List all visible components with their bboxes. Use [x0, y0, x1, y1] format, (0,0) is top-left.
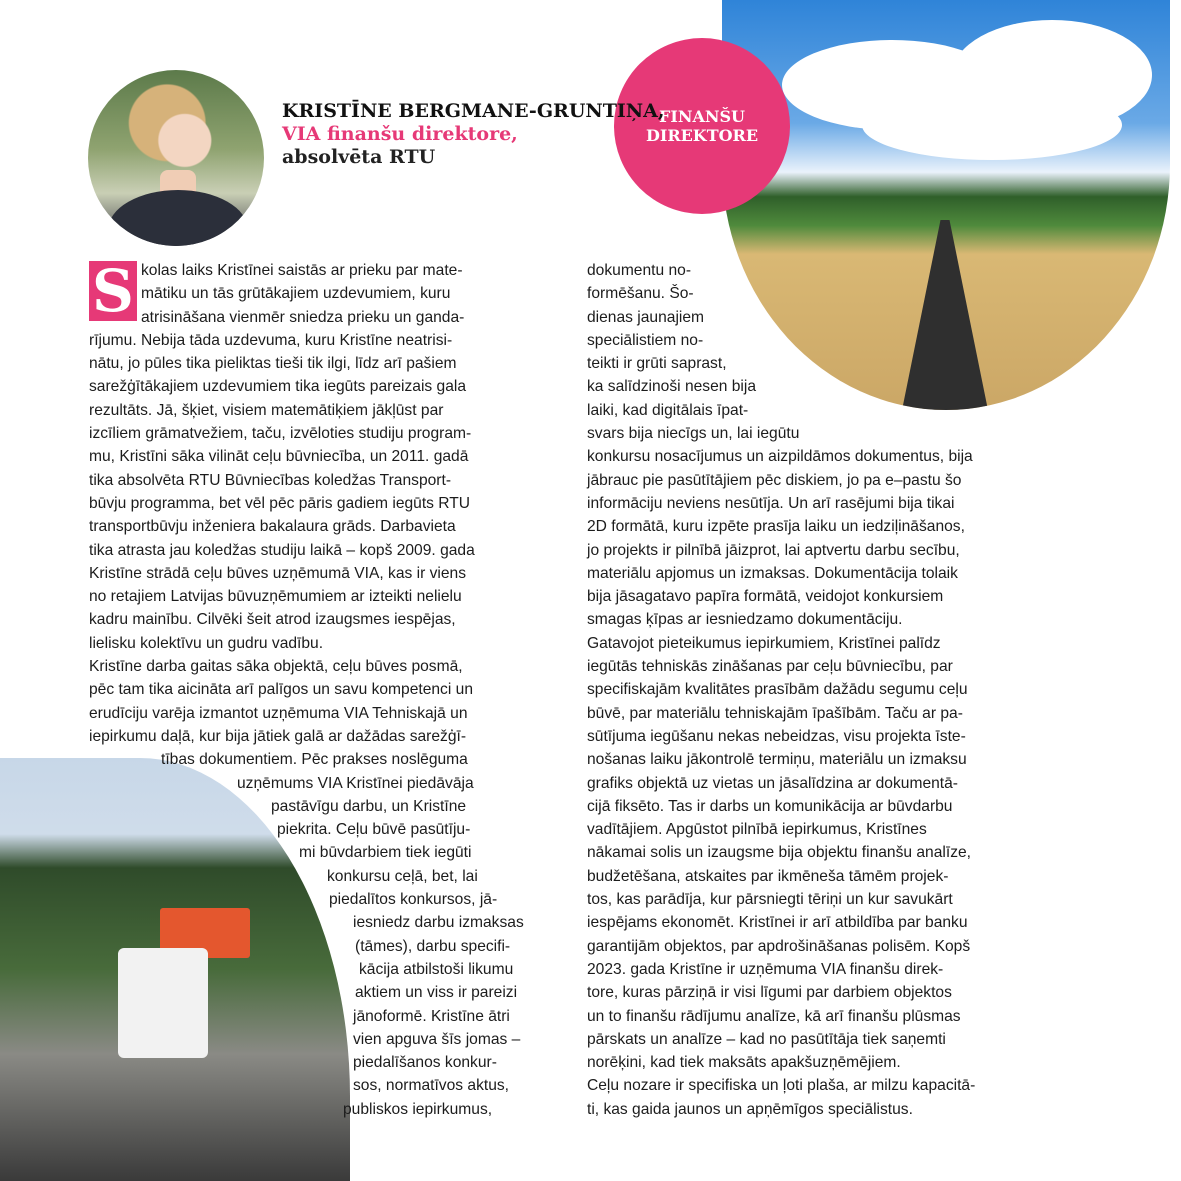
left-text-line: piedalīšanos konkur-	[353, 1054, 497, 1072]
right-text-line: Ceļu nozare ir specifiska un ļoti plaša, ar milzu kapacitā-	[587, 1077, 976, 1095]
left-text-lines	[89, 259, 567, 1121]
article-column-right	[587, 259, 1067, 1121]
right-text-line: specifiskajām kvalitātes prasībām dažādu segumu ceļu	[587, 681, 968, 699]
right-text-line: vadītājiem. Apgūstot pilnībā iepirkumus, Kristīnes	[587, 821, 927, 839]
left-text-line: tības dokumentiem. Pēc prakses noslēguma	[161, 751, 468, 769]
right-text-line: tore, kuras pārziņā ir visi līgumi par darbiem objektos	[587, 984, 952, 1002]
article-header	[282, 100, 665, 169]
person-role: VIA finanšu direktore,	[282, 123, 518, 145]
portrait-photo	[88, 70, 264, 246]
left-text-line: erudīciju varēja izmantot uzņēmuma VIA Tehniskajā un	[89, 704, 468, 722]
right-text-line: dokumentu no-	[587, 262, 692, 279]
right-text-line: laiki, kad digitālais īpat-	[587, 401, 749, 419]
left-text-line: tika atrasta jau koledžas studiju laikā – kopš 2009. gada	[89, 541, 475, 559]
left-text-line: piedalītos konkursos, jā-	[329, 891, 498, 909]
drop-cap: S	[89, 261, 137, 321]
right-text-line: iegūtās tehniskās zināšanas par ceļu būvniecību, par	[587, 658, 953, 676]
left-text-line: iesniedz darbu izmaksas	[353, 914, 524, 932]
left-text-line: iepirkumu daļā, kur bija jātiek galā ar dažādas sarežģī-	[89, 727, 467, 745]
right-text-line: informāciju neviens nesūtīja. Un arī rasējumi bija tikai	[587, 494, 955, 512]
left-text-line: konkursu ceļā, bet, lai	[327, 867, 478, 885]
left-text-line: pēc tam tika aicināta arī palīgos un savu kompetenci un	[89, 681, 473, 699]
right-text-line: ka salīdzinoši nesen bija	[587, 378, 757, 396]
right-text-line: nošanas laiku jākontrolē termiņu, materiālu un izmaksu	[587, 751, 967, 769]
left-text-line: vien apguva šīs jomas –	[353, 1030, 521, 1048]
right-text-line: jābrauc pie pasūtītājiem pēc diskiem, jo pa e–pastu šo	[587, 471, 962, 489]
left-text-line: lielisku kolektīvu un gudru vadību.	[89, 634, 324, 652]
role-badge-label: FINANŠU DIREKTORE	[645, 107, 759, 145]
left-text-line: transportbūvju inženiera bakalaura grāds. Darbavieta	[89, 518, 456, 536]
right-text-line: teikti ir grūti saprast,	[587, 355, 727, 373]
right-text-line: un to finanšu rādījumu analīze, kā arī finanšu plūsmas	[587, 1007, 961, 1025]
right-text-line: svars bija niecīgs un, lai iegūtu	[587, 425, 800, 443]
left-text-line: mi būvdarbiem tiek iegūti	[299, 844, 472, 862]
right-text-line: materiālu apjomus un izmaksas. Dokumentācija tolaik	[587, 564, 958, 582]
left-text-line: kolas laiks Kristīnei saistās ar prieku par mate-	[141, 262, 463, 279]
left-text-line: (tāmes), darbu specifi-	[355, 937, 511, 955]
left-text-line: rījumu. Nebija tāda uzdevuma, kuru Kristīne neatrisi-	[89, 331, 453, 349]
right-text-line: pārskats un analīze – kad no pasūtītāja tiek saņemti	[587, 1030, 946, 1048]
left-text-line: būvju programma, bet vēl pēc pāris gadiem iegūts RTU	[89, 494, 471, 512]
left-text-line: kadru mainību. Cilvēki šeit atrod izaugsmes iespējas,	[89, 611, 456, 629]
right-text-line: iespējams ekonomēt. Kristīnei ir arī atbildība par banku	[587, 914, 968, 932]
right-text-line: formēšanu. Šo-	[587, 285, 694, 303]
right-text-lines	[587, 259, 1067, 1121]
left-text-line: no retajiem Latvijas būvuzņēmumiem ar izteikti nelielu	[89, 588, 462, 606]
right-text-line: jo projekts ir pilnībā jāizprot, lai aptvertu darbu secību,	[587, 541, 960, 559]
left-text-line: atrisināšana vienmēr sniedza prieku un ganda-	[141, 308, 465, 326]
left-text-line: mātiku un tās grūtākajiem uzdevumiem, kuru	[141, 285, 451, 303]
right-text-line: ti, kas gaida jaunos un apņēmīgos speciālistus.	[587, 1100, 913, 1118]
right-text-line: 2023. gada Kristīne ir uzņēmuma VIA finanšu direk-	[587, 960, 944, 978]
right-text-line: nākamai solis un izaugsme bija objektu finanšu analīze,	[587, 844, 972, 862]
left-text-line: nātu, jo pūles tika pieliktas tieši tik ilgi, līdz arī pašiem	[89, 355, 457, 373]
left-text-line: sarežģītākajiem uzdevumiem tika iegūts pareizais gala	[89, 378, 467, 396]
person-education: absolvēta RTU	[282, 146, 436, 168]
left-text-line: uzņēmums VIA Kristīnei piedāvāja	[237, 774, 474, 792]
right-text-line: garantijām objektos, par apdrošināšanas polisēm. Kopš	[587, 937, 971, 955]
left-text-line: mu, Kristīni sāka vilināt ceļu būvniecība, un 2011. gadā	[89, 448, 469, 466]
right-text-line: sūtījuma iegūšanu nekas nebeidzas, visu projekta īste-	[587, 727, 966, 745]
left-text-line: pastāvīgu darbu, un Kristīne	[271, 797, 467, 815]
left-text-line: izcīliem grāmatvežiem, taču, izvēloties studiju program-	[89, 425, 472, 443]
right-text-line: speciālistiem no-	[587, 331, 704, 349]
left-text-line: piekrita. Ceļu būvē pasūtīju-	[277, 821, 471, 839]
left-text-line: rezultāts. Jā, šķiet, visiem matemātiķiem jākļūst par	[89, 401, 444, 419]
article-column-left	[89, 259, 567, 1121]
right-text-line: 2D formātā, kuru izpēte prasīja laiku un iedziļināšanos,	[587, 518, 965, 536]
left-text-line: Kristīne strādā ceļu būves uzņēmumā VIA, kas ir viens	[89, 564, 467, 582]
left-text-line: tika absolvēta RTU Būvniecības koledžas Transport-	[89, 471, 452, 489]
right-text-line: budžetēšana, atskaites par ikmēneša tāmēm projek-	[587, 867, 949, 885]
right-text-line: Gatavojot pieteikumus iepirkumiem, Kristīnei palīdz	[587, 634, 941, 652]
left-text-line: kācija atbilstoši likumu	[359, 960, 514, 978]
right-text-line: cijā fiksēto. Tas ir darbs un komunikācija ar būvdarbu	[587, 797, 953, 815]
right-text-line: grafiks objektā uz vietas un jāsalīdzina ar dokumentā-	[587, 774, 958, 792]
right-text-line: būvē, par materiālu tehniskajām īpašībām. Taču ar pa-	[587, 704, 963, 722]
left-text-line: Kristīne darba gaitas sāka objektā, ceļu būves posmā,	[89, 658, 463, 676]
left-text-line: aktiem un viss ir pareizi	[355, 984, 518, 1002]
right-text-line: tos, kas parādīja, kur pārsniegti tēriņi un kur savukārt	[587, 891, 953, 909]
person-name: KRISTĪNE BERGMANE-GRUNTIŅA,	[282, 100, 665, 122]
right-text-line: konkursu nosacījumus un aizpildāmos dokumentus, bija	[587, 448, 973, 466]
left-text-line: jānoformē. Kristīne ātri	[353, 1007, 510, 1025]
right-text-line: bija jāsagatavo papīra formātā, veidojot konkursiem	[587, 588, 944, 606]
left-text-line: sos, normatīvos aktus,	[353, 1077, 509, 1095]
right-text-line: norēķini, kad tiek maksāts apakšuzņēmējiem.	[587, 1054, 901, 1072]
left-text-line: publiskos iepirkumus,	[343, 1100, 493, 1118]
right-text-line: smagas ķīpas ar iesniedzamo dokumentāciju.	[587, 611, 903, 629]
right-text-line: dienas jaunajiem	[587, 308, 705, 326]
